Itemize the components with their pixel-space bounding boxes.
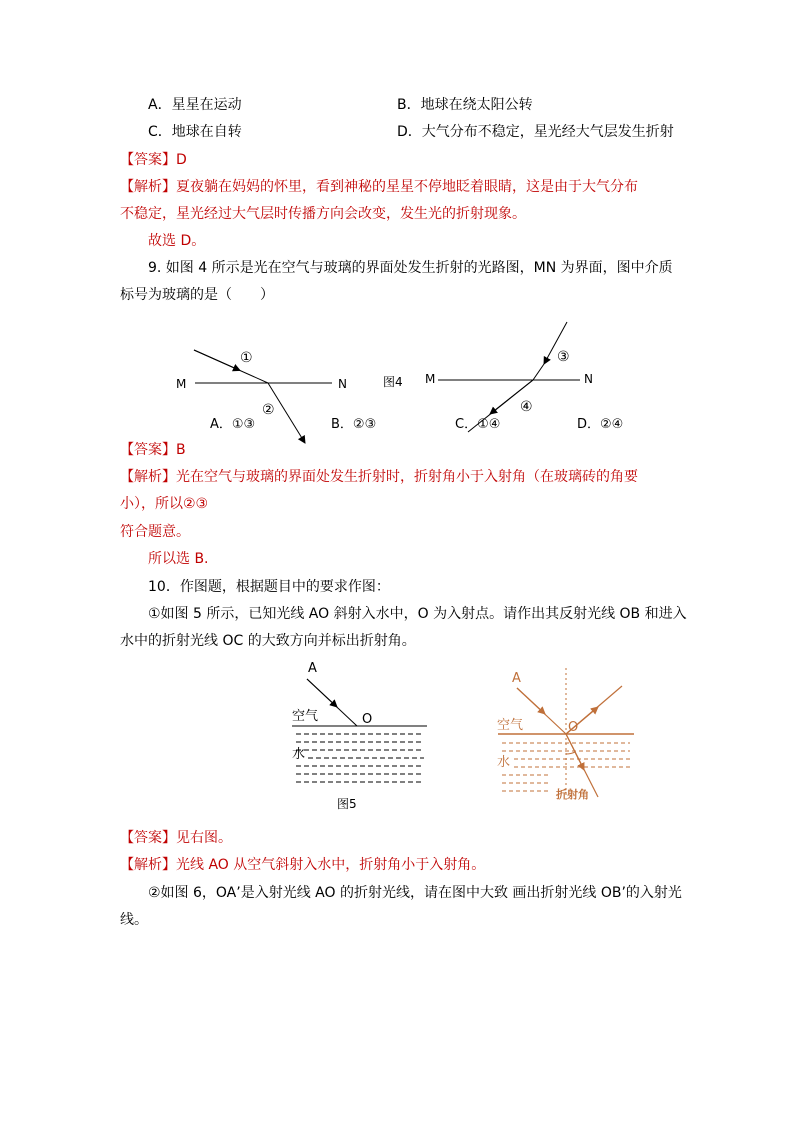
analysis-tag: 【解析】 [120, 179, 176, 195]
q9-label-m2: M [425, 372, 436, 386]
answer-figure [497, 668, 634, 801]
analysis-text: 夏夜躺在妈妈的怀里，看到神秘的星星不停地眨着眼睛，这是由于大气分布 [176, 179, 638, 195]
q8-option-b: B．地球在绕太阳公转 [397, 97, 533, 113]
answer-label-air: 空气 [497, 718, 524, 733]
answer-tag: 【答案】 [120, 442, 176, 458]
q9-label-2: ② [262, 402, 275, 418]
answer-angle-arc [566, 752, 575, 754]
q9-label-n2: N [584, 372, 593, 386]
q8-conclusion: 故选 D。 [148, 233, 206, 249]
q9-option-c: C．①④ [455, 417, 501, 432]
analysis-text: 光在空气与玻璃的界面处发生折射时，折射角小于入射角（在玻璃砖的角要 [176, 469, 638, 485]
q8-option-d: D．大气分布不稳定，星光经大气层发生折射 [397, 124, 674, 140]
q9-option-b: B．②③ [331, 417, 377, 432]
q9-label-4: ④ [520, 399, 533, 415]
answer-value: B [176, 442, 186, 458]
q9-option-a: A．①③ [210, 417, 256, 432]
q9-analysis-line-2: 小），所以②③ [120, 496, 209, 512]
q9-label-n1: N [338, 377, 347, 391]
answer-tag: 【答案】 [120, 152, 176, 168]
q10-part2-line-2: 线。 [120, 912, 148, 928]
fig5-caption: 图5 [337, 797, 357, 811]
q9-conclusion: 所以选 B. [148, 551, 209, 567]
q8-analysis-line-2: 不稳定，星光经过大气层时传播方向会改变，发生光的折射现象。 [120, 206, 526, 222]
fig5-label-water: 水 [292, 747, 306, 762]
analysis-tag: 【解析】 [120, 469, 176, 485]
q9-label-m1: M [176, 377, 187, 391]
q9-answer [120, 440, 186, 460]
q9-label-1: ① [240, 350, 253, 366]
q10-part2-line-1: ②如图 6，OA’是入射光线 AO 的折射光线，请在图中大致 画出折射光线 OB’的入射光 [148, 885, 682, 901]
q8-option-a: A．星星在运动 [148, 97, 242, 113]
answer-label-a: A [512, 671, 521, 686]
answer-value: 见右图。 [176, 830, 232, 846]
fig5-water-pattern [296, 734, 424, 782]
answer-angle-label: 折射角 [556, 788, 589, 801]
q10-answer [120, 828, 232, 848]
q8-option-c: C．地球在自转 [148, 124, 242, 140]
analysis-tag: 【解析】 [120, 857, 176, 873]
answer-incident-arrow [517, 688, 545, 714]
q10-part1-line-2: 水中的折射光线 OC 的大致方向并标出折射角。 [120, 633, 416, 649]
answer-value: D [176, 152, 187, 168]
q10-stem: 10．作图题，根据题目中的要求作图： [148, 579, 390, 595]
q9-analysis-line-1 [120, 467, 638, 487]
q9-incident-tail-right [533, 364, 544, 380]
fig5-label-a: A [308, 661, 317, 676]
q9-incident-arrow-left [194, 350, 240, 371]
fig5-label-o: O [362, 712, 373, 727]
answer-tag: 【答案】 [120, 830, 176, 846]
fig5-incident-arrow [307, 679, 337, 707]
q9-stem-line-2: 标号为玻璃的是（ ） [120, 287, 274, 303]
q10-analysis [120, 855, 485, 875]
answer-label-water: 水 [497, 755, 511, 770]
q10-part1-line-1: ①如图 5 所示，已知光线 AO 斜射入水中，O 为入射点。请作出其反射光线 OB 和进入 [148, 606, 687, 622]
fig5-label-air: 空气 [292, 709, 319, 724]
q9-label-3: ③ [557, 349, 570, 365]
analysis-text: 光线 AO 从空气斜射入水中，折射角小于入射角。 [176, 857, 486, 873]
q9-option-d: D．②④ [577, 417, 624, 432]
q9-analysis-line-3: 符合题意。 [120, 524, 190, 540]
answer-label-o: O [568, 720, 579, 735]
q9-stem-line-1: 9. 如图 4 所示是光在空气与玻璃的界面处发生折射的光路图，MN 为界面，图中介质 [148, 260, 673, 276]
q9-figure-label: 图4 [383, 375, 403, 389]
